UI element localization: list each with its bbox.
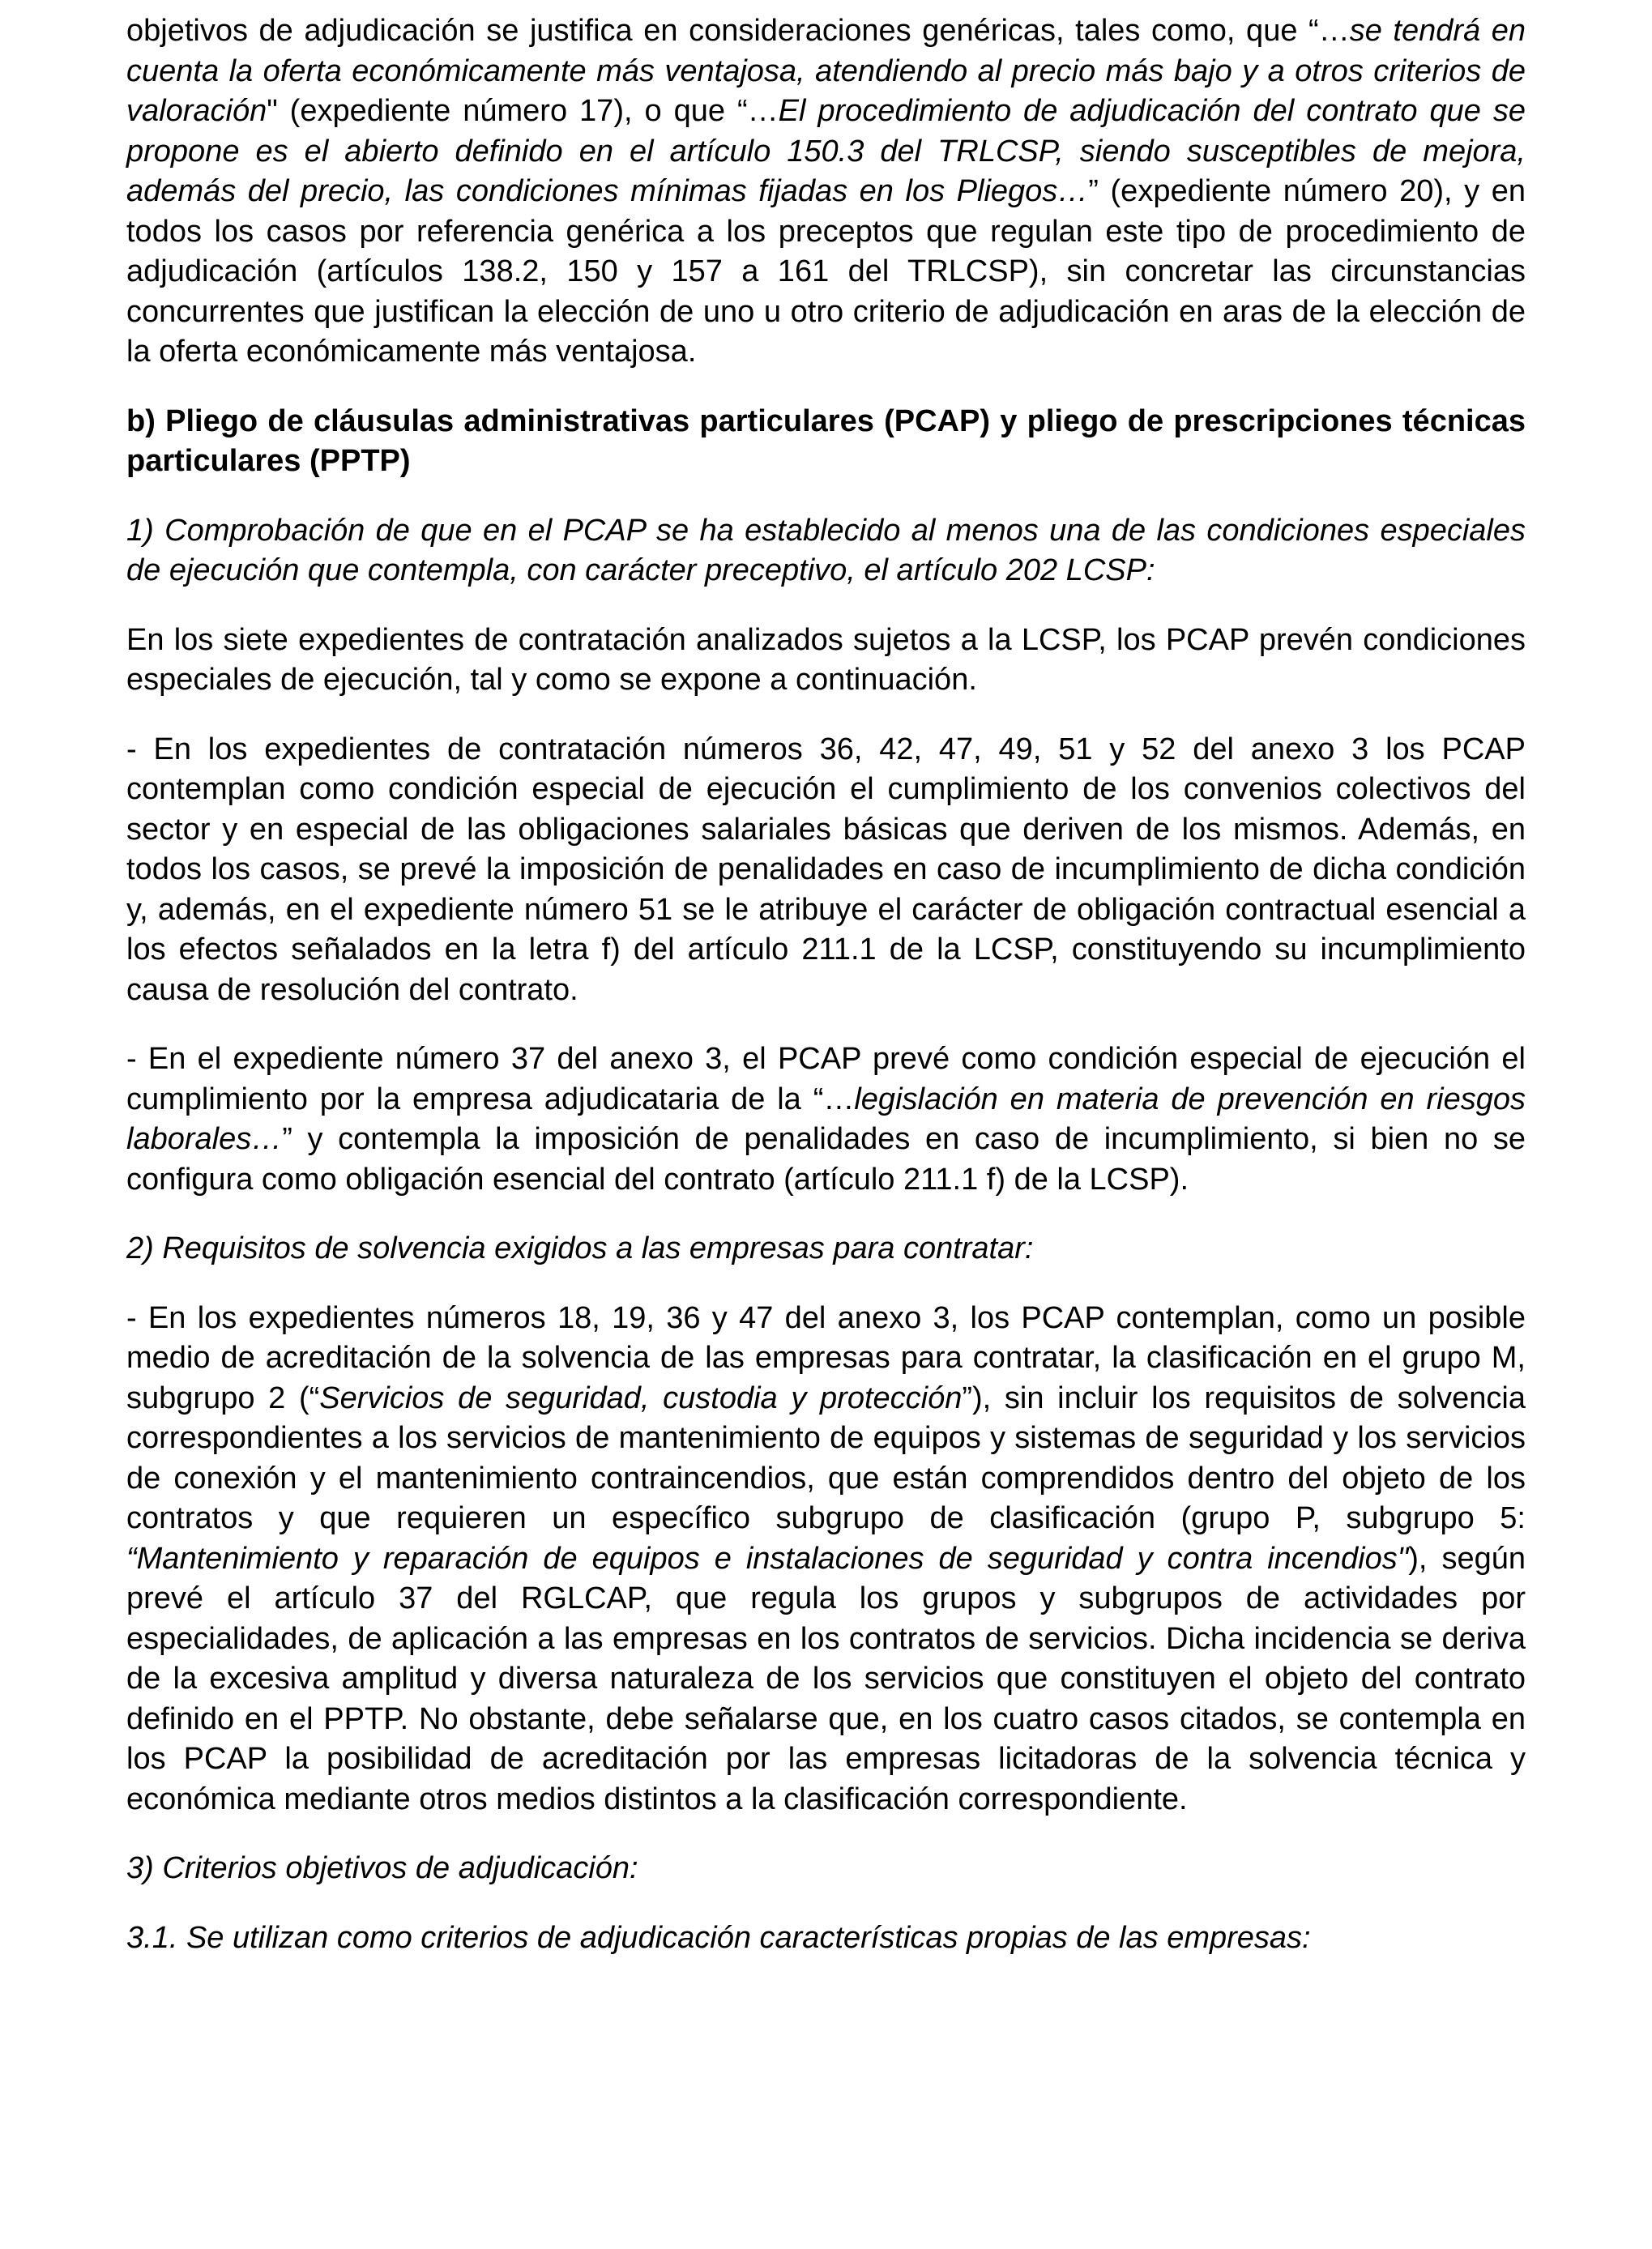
- subsection-heading-2: 2) Requisitos de solvencia exigidos a las empresas para contratar:: [126, 1231, 1034, 1265]
- subsection-heading-3: 3) Criterios objetivos de adjudicación:: [126, 1851, 638, 1885]
- paragraph-solvencia: - En los expedientes números 18, 19, 36 y 47 del anexo 3, los PCAP contemplan, como un posible medio de acreditación de la solvencia de las empresas para contratar, la clasificación en el grupo M, subgrupo 2 (“Servicios de seguridad, custodia y protección”), sin incluir los requisitos de solvencia correspondientes a los servicios de mantenimiento de equipos y sistemas de seguridad y los servicios de conexión y el mantenimiento contraincendios, que están comprendidos dentro del objeto de los contratos y que requieren un específico subgrupo de clasificación (grupo P, subgrupo 5: “Mantenimiento y reparación de equipos e instalaciones de seguridad y contra incendios"), según prevé el artículo 37 del RGLCAP, que regula los grupos y subgrupos de actividades por especialidades, de aplicación a las empresas en los contratos de servicios. Dicha incidencia se deriva de la excesiva amplitud y diversa naturaleza de los servicios que constituyen el objeto del contrato definido en el PPTP. No obstante, debe señalarse que, en los cuatro casos citados, se contempla en los PCAP la posibilidad de acreditación por las empresas licitadoras de la solvencia técnica y económica mediante otros medios distintos a la clasificación correspondiente.: [126, 1300, 1526, 1816]
- subsection-heading-1: 1) Comprobación de que en el PCAP se ha establecido al menos una de las condiciones especiales de ejecución que contempla, con carácter preceptivo, el artículo 202 LCSP:: [126, 513, 1526, 587]
- subsection-heading-3-1: 3.1. Se utilizan como criterios de adjudicación características propias de las empresas:: [126, 1920, 1311, 1955]
- paragraph-expedientes-36-52: - En los expedientes de contratación números 36, 42, 47, 49, 51 y 52 del anexo 3 los PCAP contemplan como condición especial de ejecución el cumplimiento de los convenios colectivos del sector y en especial de las obligaciones salariales básicas que deriven de los mismos. Además, en todos los casos, se prevé la imposición de penalidades en caso de incumplimiento de dicha condición y, además, en el expediente número 51 se le atribuye el carácter de obligación contractual esencial a los efectos señalados en la letra f) del artículo 211.1 de la LCSP, constituyendo su incumplimiento causa de resolución del contrato.: [126, 732, 1526, 1007]
- document-page: [126, 0, 1526, 1958]
- paragraph-siete-expedientes: En los siete expedientes de contratación analizados sujetos a la LCSP, los PCAP prevén condiciones especiales de ejecución, tal y como se expone a continuación.: [126, 622, 1526, 697]
- section-heading-b: b) Pliego de cláusulas administrativas particulares (PCAP) y pliego de prescripciones técnicas particulares (PPTP): [126, 403, 1526, 478]
- paragraph-objetivos-adjudicacion: objetivos de adjudicación se justifica en consideraciones genéricas, tales como, que “…se tendrá en cuenta la oferta económicamente más ventajosa, atendiendo al precio más bajo y a otros criterios de valoración" (expediente número 17), o que “…El procedimiento de adjudicación del contrato que se propone es el abierto definido en el artículo 150.3 del TRLCSP, siendo susceptibles de mejora, además del precio, las condiciones mínimas fijadas en los Pliegos…” (expediente número 20), y en todos los casos por referencia genérica a los preceptos que regulan este tipo de procedimiento de adjudicación (artículos 138.2, 150 y 157 a 161 del TRLCSP), sin concretar las circunstancias concurrentes que justifican la elección de uno u otro criterio de adjudicación en aras de la elección de la oferta económicamente más ventajosa.: [126, 14, 1526, 369]
- paragraph-expediente-37: - En el expediente número 37 del anexo 3, el PCAP prevé como condición especial de ejecución el cumplimiento por la empresa adjudicataria de la “…legislación en materia de prevención en riesgos laborales…” y contempla la imposición de penalidades en caso de incumplimiento, si bien no se configura como obligación esencial del contrato (artículo 211.1 f) de la LCSP).: [126, 1042, 1526, 1197]
